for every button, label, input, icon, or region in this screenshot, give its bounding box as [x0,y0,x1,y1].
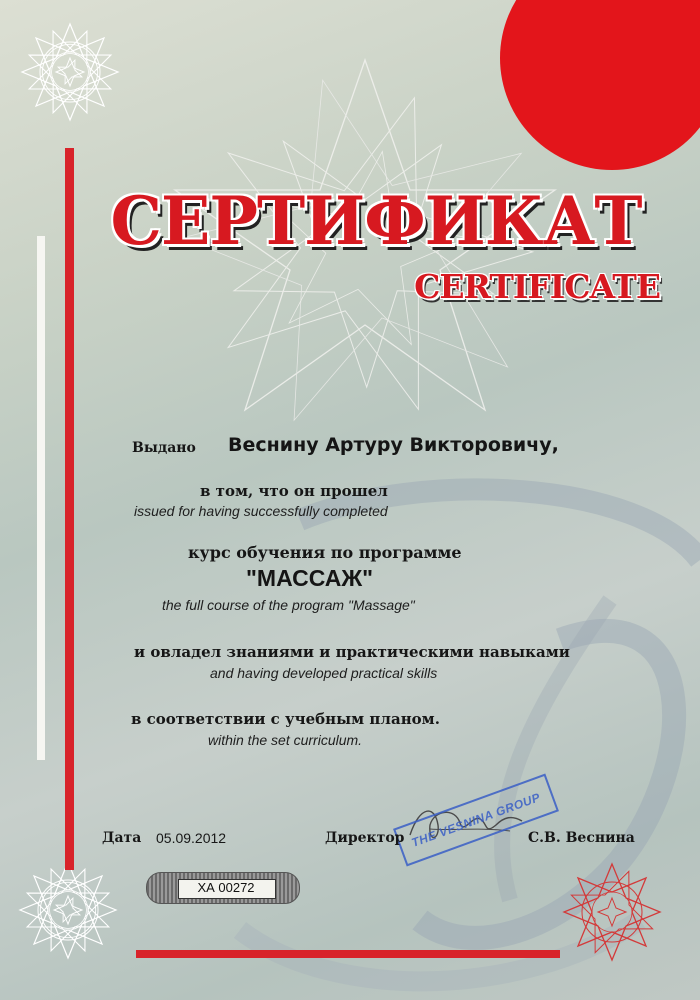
curriculum-text-ru: в соответствии с учебным планом. [131,710,440,728]
recipient-name: Веснину Артуру Викторовичу, [228,434,559,456]
director-name: С.В. Веснина [528,830,635,846]
red-bottom-bar [136,950,560,958]
title-en: CERTIFICATE [414,267,660,306]
company-stamp: THE VESNINA GROUP [393,774,559,867]
skills-text-ru: и овладел знаниями и практическими навыками [134,643,570,661]
date-label: Дата [102,830,142,846]
curriculum-text-en: within the set curriculum. [208,732,363,748]
red-circle-decoration [500,0,700,170]
date-value: 05.09.2012 [156,830,227,846]
program-name: "МАССАЖ" [246,565,374,591]
completion-text-ru: в том, что он прошел [200,482,388,500]
rosette-top-left-decoration [12,14,127,129]
course-text-en: the full course of the program "Massage" [162,597,415,613]
title-ru: СЕРТИФИКАТ [110,182,642,260]
serial-number: ХА 00272 [197,880,255,895]
director-label: Директор [325,830,405,846]
red-vertical-bar [65,148,74,870]
course-text-ru: курс обучения по программе [188,543,462,562]
issued-label: Выдано [132,440,196,456]
skills-text-en: and having developed practical skills [210,665,438,681]
white-vertical-bar [37,236,45,760]
completion-text-en: issued for having successfully completed [134,503,388,519]
